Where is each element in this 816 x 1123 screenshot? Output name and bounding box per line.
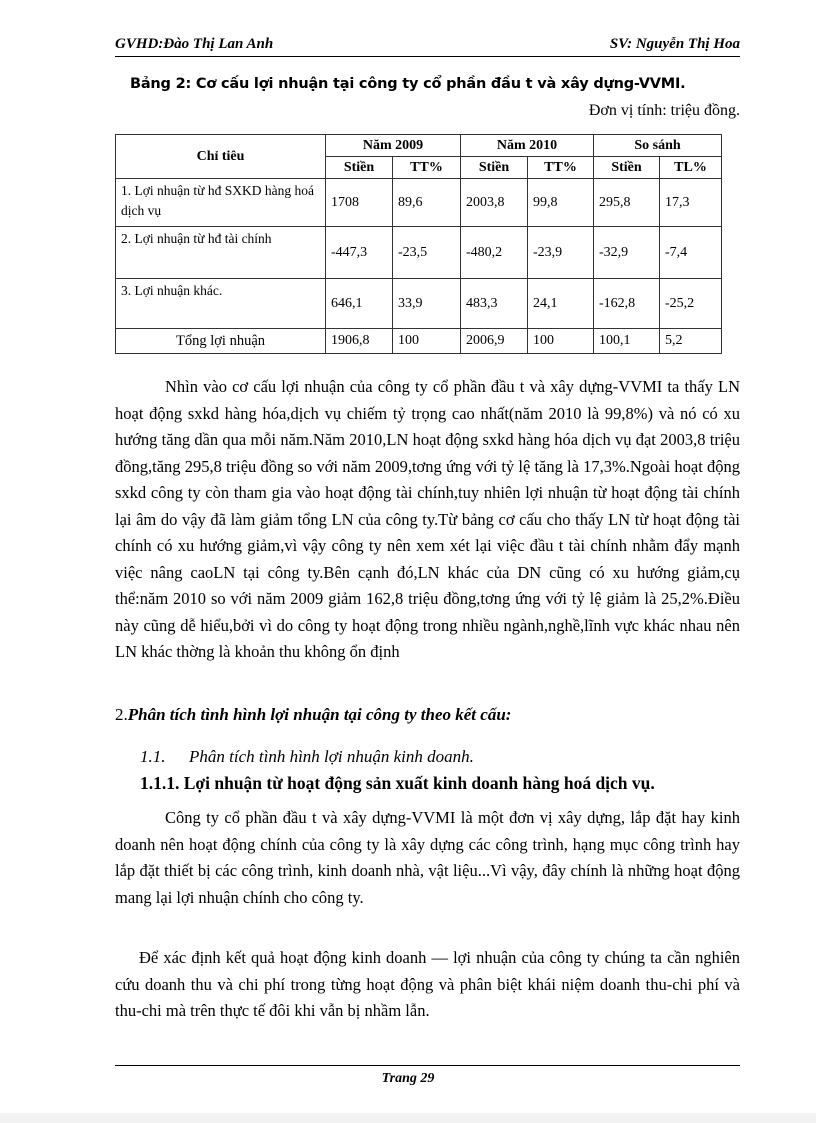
- header-year-2009: Năm 2009: [326, 135, 461, 157]
- subheader: Stiền: [461, 157, 528, 179]
- subheader: TT%: [528, 157, 594, 179]
- table-cell: 5,2: [660, 329, 722, 354]
- table-row: [116, 179, 722, 227]
- table-cell: 2003,8: [461, 179, 528, 227]
- table-row-total: [116, 329, 722, 354]
- company-text: Công ty cổ phần đầu t và xây dựng-VVMI là một đơn vị xây dựng, lắp đặt hay kinh doanh nên hoạt động chính của công ty là xây dựng các công trình, hạng mục công trình hay lắp đặt thiết bị các công trình, kinh doanh nhà, vật liệu...Vì vậy, đây chính là những hoạt động mang lại lợi nhuận chính cho công ty.: [115, 808, 740, 907]
- table-cell: 99,8: [528, 179, 594, 227]
- table-cell: 17,3: [660, 179, 722, 227]
- table-cell: 100: [393, 329, 461, 354]
- table-row: [116, 227, 722, 279]
- section-heading: [115, 705, 511, 725]
- method-paragraph: [115, 945, 740, 1025]
- table-unit: Đơn vị tính: triệu đồng.: [588, 102, 740, 119]
- header-criteria: Chỉ tiêu: [116, 135, 326, 179]
- supervisor-name: GVHD:Đào Thị Lan Anh: [115, 36, 274, 52]
- header-year-2010: Năm 2010: [461, 135, 594, 157]
- table-cell: 89,6: [393, 179, 461, 227]
- table-cell: 295,8: [594, 179, 660, 227]
- subheader: Stiền: [594, 157, 660, 179]
- row-label: 1. Lợi nhuận từ hđ SXKD hàng hoá dịch vụ: [116, 179, 326, 227]
- table-cell: -162,8: [594, 279, 660, 329]
- subsection-heading: [140, 747, 474, 767]
- table-cell: -7,4: [660, 227, 722, 279]
- subheader: TT%: [393, 157, 461, 179]
- footer-divider: [115, 1065, 740, 1066]
- page-bottom-edge: [0, 1113, 816, 1123]
- table-cell: -480,2: [461, 227, 528, 279]
- table-cell: -447,3: [326, 227, 393, 279]
- subsection-title: Phân tích tình hình lợi nhuận kinh doanh.: [189, 747, 474, 766]
- table-cell: -23,9: [528, 227, 594, 279]
- table-row: [116, 279, 722, 329]
- subsubsection-heading: 1.1.1. Lợi nhuận từ hoạt động sản xuất kinh doanh hàng hoá dịch vụ.: [140, 773, 655, 793]
- subheader: Stiền: [326, 157, 393, 179]
- header-comparison: So sánh: [594, 135, 722, 157]
- page-header: [115, 36, 740, 56]
- table-cell: 100: [528, 329, 594, 354]
- analysis-paragraph: [115, 374, 740, 666]
- subsection-number: 1.1.: [140, 747, 166, 766]
- section-number: 2.: [115, 705, 128, 724]
- subheader: TL%: [660, 157, 722, 179]
- table-cell: 100,1: [594, 329, 660, 354]
- table-cell: 483,3: [461, 279, 528, 329]
- student-name: SV: Nguyễn Thị Hoa: [609, 36, 740, 52]
- row-label: 2. Lợi nhuận từ hđ tài chính: [116, 227, 326, 279]
- table-cell: -23,5: [393, 227, 461, 279]
- analysis-text: Nhìn vào cơ cấu lợi nhuận của công ty cổ phần đầu t và xây dựng-VVMI ta thấy LN hoạt động sxkd hàng hóa,dịch vụ chiếm tỷ trọng cao nhất(năm 2010 là 99,8%) và nó có xu hướng tăng dần qua mỗi năm.Năm 2010,LN hoạt động sxkd hàng hóa dịch vụ đạt 2003,8 triệu đồng,tăng 295,8 triệu đồng so với năm 2009,tơng ứng với tỷ lệ tăng là 17,3%.Ngoài hoạt động sxkd công ty còn tham gia vào hoạt động tài chính,tuy nhiên lợi nhuận từ hoạt động tài chính lại âm do vậy đã làm giảm tổng LN của công ty.Từ bảng cơ cấu cho thấy LN từ hoạt động tài chính có xu hướng giảm,vì vậy công ty nên xem xét lại việc đầu t tài chính nhằm đẩy mạnh việc nâng caoLN tại công ty.Bên cạnh đó,LN khác của DN cũng có xu hướng giảm,cụ thể:năm 2010 so với năm 2009 giảm 162,8 triệu đồng,tơng ứng với tỷ lệ giảm là 25,2%.Điều này cũng dễ hiểu,bởi vì do công ty hoạt động trong nhiều ngành,nghề,lĩnh vực khác nhau nên LN khác thờng là khoản thu không ổn định: [115, 377, 740, 661]
- method-text: Để xác định kết quả hoạt động kinh doanh — lợi nhuận của công ty chúng ta cần nghiên cứu doanh thu và chi phí trong từng hoạt động và phân biệt khái niệm doanh thu-chi phí và thu-chi mà trên thực tế đôi khi vẫn bị nhầm lẫn.: [115, 948, 740, 1020]
- header-divider: [115, 56, 740, 57]
- page-number: Trang 29: [381, 1071, 435, 1086]
- table-cell: -32,9: [594, 227, 660, 279]
- section-title: Phân tích tình hình lợi nhuận tại công ty theo kết cấu:: [127, 705, 512, 724]
- table-cell: 24,1: [528, 279, 594, 329]
- table-caption: Bảng 2: Cơ cấu lợi nhuận tại công ty cổ phần đầu t và xây dựng-VVMI.: [130, 76, 686, 92]
- profit-structure-table: [115, 134, 722, 354]
- row-label: 3. Lợi nhuận khác.: [116, 279, 326, 329]
- company-paragraph: [115, 805, 740, 911]
- table-cell: 2006,9: [461, 329, 528, 354]
- table-cell: 1906,8: [326, 329, 393, 354]
- table-cell: 1708: [326, 179, 393, 227]
- table-cell: 33,9: [393, 279, 461, 329]
- table-cell: -25,2: [660, 279, 722, 329]
- table-cell: 646,1: [326, 279, 393, 329]
- total-label: Tổng lợi nhuận: [116, 329, 326, 354]
